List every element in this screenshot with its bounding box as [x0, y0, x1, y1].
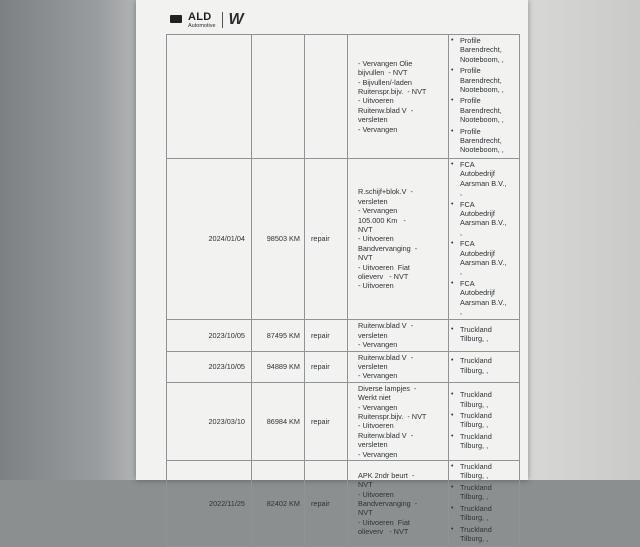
bullet-icon: •	[451, 357, 454, 365]
garage-name: Truckland Tilburg, ,	[460, 325, 492, 344]
date-cell: 2024/01/04	[167, 158, 252, 320]
work-description-text: Ruitenw.blad V - versleten - Vervangen	[358, 321, 414, 350]
work-description-cell	[348, 320, 449, 351]
garage-cell	[449, 351, 520, 382]
date-cell: 2022/11/25	[167, 461, 252, 547]
bullet-icon: •	[451, 504, 454, 512]
date-cell	[167, 35, 252, 159]
garage-name: Truckland Tilburg, ,	[460, 356, 492, 375]
garage-list-item	[451, 66, 517, 94]
logo-wordmark	[188, 12, 216, 30]
garage-name: FCA Autobedrijf Aarsman B.V., ,	[460, 159, 507, 198]
date-cell: 2023/03/10	[167, 382, 252, 460]
garage-name: FCA Autobedrijf Aarsman B.V., ,	[460, 278, 507, 316]
garage-list-item	[451, 200, 517, 238]
logo-divider	[222, 12, 223, 28]
garage-name: Profile Barendrecht, Nooteboom, ,	[460, 96, 504, 125]
garage-cell	[449, 35, 520, 159]
document-page	[136, 0, 528, 543]
work-description-cell	[348, 351, 449, 382]
garage-list-item	[451, 96, 517, 124]
bullet-icon: •	[451, 37, 454, 44]
garage-cell	[449, 158, 520, 320]
garage-name: Truckland Tilburg, ,	[460, 462, 492, 481]
garage-name: FCA Autobedrijf Aarsman B.V., ,	[460, 199, 507, 237]
garage-list-item	[451, 483, 517, 502]
mileage-cell: 87495 KM	[252, 320, 305, 351]
bullet-icon: •	[451, 240, 454, 248]
logo-brand: ALD	[188, 11, 212, 23]
garage-name: Profile Barendrecht, Nooteboom, ,	[460, 126, 504, 155]
maintenance-history-table	[166, 34, 520, 547]
garage-name: Profile Barendrecht, Nooteboom, ,	[460, 36, 504, 64]
company-logo	[170, 12, 242, 30]
bullet-icon: •	[451, 412, 454, 420]
table-row	[167, 461, 520, 547]
garage-cell	[449, 461, 520, 547]
background-right	[525, 0, 640, 480]
bullet-icon: •	[451, 160, 454, 168]
work-description-cell	[348, 382, 449, 460]
table-row	[167, 320, 520, 351]
garage-name: Truckland Tilburg, ,	[460, 482, 492, 502]
work-description-cell	[348, 35, 449, 159]
logo-badge-icon	[170, 15, 182, 23]
garage-name: FCA Autobedrijf Aarsman B.V., ,	[460, 239, 507, 277]
date-cell: 2023/10/05	[167, 351, 252, 382]
garage-name: Truckland Tilburg, ,	[460, 503, 492, 523]
bullet-icon: •	[451, 525, 454, 533]
garage-list-item	[451, 432, 517, 451]
work-description-text: APK 2ndr beurt - NVT - Uitvoeren Bandvervanging - NVT - Uitvoeren Fiat olieverv - NVT	[358, 470, 418, 537]
bullet-icon: •	[451, 463, 454, 471]
type-cell: repair	[305, 351, 348, 382]
table-row	[167, 158, 520, 320]
bullet-icon: •	[451, 127, 454, 135]
work-description-cell	[348, 158, 449, 320]
date-cell: 2023/10/05	[167, 320, 252, 351]
type-cell	[305, 35, 348, 159]
garage-list-item	[451, 390, 517, 409]
type-cell: repair	[305, 382, 348, 460]
garage-list-item	[451, 356, 517, 375]
mileage-cell: 98503 KM	[252, 158, 305, 320]
partner-logo-icon: W	[228, 11, 242, 28]
garage-cell	[449, 382, 520, 460]
bullet-icon: •	[451, 279, 454, 287]
bullet-icon: •	[451, 67, 454, 75]
garage-list-item	[451, 127, 517, 155]
background-left	[0, 0, 140, 480]
bullet-icon: •	[451, 326, 454, 334]
mileage-cell: 86984 KM	[252, 382, 305, 460]
garage-list-item	[451, 239, 517, 277]
bullet-icon: •	[451, 483, 454, 491]
garage-list-item	[451, 411, 517, 430]
garage-list-item	[451, 504, 517, 523]
garage-list-item	[451, 462, 517, 481]
type-cell: repair	[305, 320, 348, 351]
work-description-text: Ruitenw.blad V - versleten - Vervangen	[358, 352, 414, 381]
work-description-cell	[348, 461, 449, 547]
garage-list-item	[451, 36, 517, 64]
garage-name: Truckland Tilburg, ,	[460, 390, 492, 409]
table-row	[167, 351, 520, 382]
garage-name: Truckland Tilburg, ,	[460, 411, 492, 430]
type-cell: repair	[305, 461, 348, 547]
mileage-cell: 94889 KM	[252, 351, 305, 382]
logo-brand-sub: Automotive	[188, 23, 216, 29]
type-cell: repair	[305, 158, 348, 320]
garage-name: Profile Barendrecht, Nooteboom, ,	[460, 66, 504, 95]
bullet-icon: •	[451, 432, 454, 440]
garage-name: Truckland Tilburg, ,	[460, 524, 492, 543]
table-row	[167, 35, 520, 159]
work-description-text: Diverse lampjes - Werkt niet - Vervangen Ruitenspr.bijv. - NVT - Uitvoeren Ruitenw.blad V - versleten - Vervangen	[358, 383, 427, 459]
bullet-icon: •	[451, 97, 454, 105]
garage-list-item	[451, 525, 517, 544]
work-description-text: - Vervangen Olie bijvullen - NVT - Bijvullen/-laden Ruitenspr.bijv. - NVT - Uitvoeren Ruitenw.blad V - versleten - Vervangen	[358, 58, 427, 134]
bullet-icon: •	[451, 200, 454, 208]
garage-name: Truckland Tilburg, ,	[460, 431, 492, 451]
garage-list-item	[451, 279, 517, 317]
garage-cell	[449, 320, 520, 351]
mileage-cell: 82402 KM	[252, 461, 305, 547]
mileage-cell	[252, 35, 305, 159]
garage-list-item	[451, 325, 517, 344]
table-row	[167, 382, 520, 460]
garage-list-item	[451, 160, 517, 198]
bullet-icon: •	[451, 391, 454, 399]
work-description-text: R.schijf+blok.V - versleten - Vervangen 105.000 Km - NVT - Uitvoeren Bandvervanging - NVT - Uitvoeren Fiat olieverv - NVT - Uitvoeren	[358, 187, 418, 291]
